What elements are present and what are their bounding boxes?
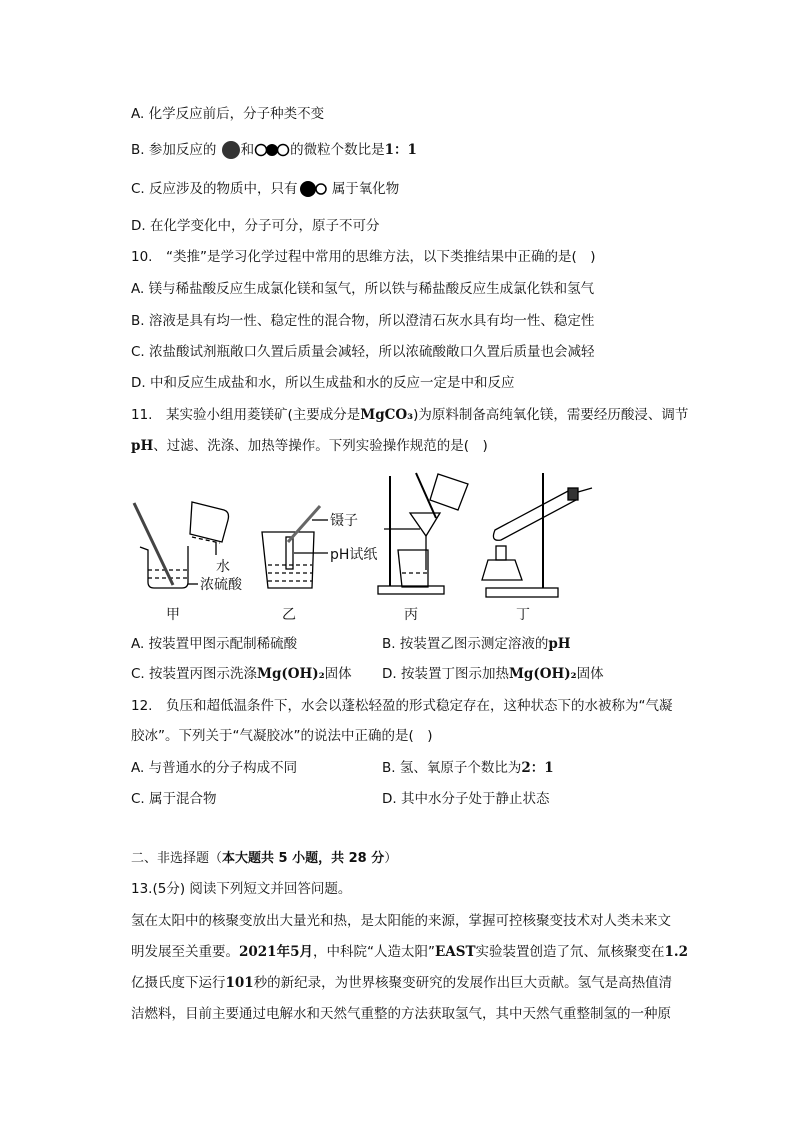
q11-stem-line2 xyxy=(131,437,488,455)
p2-num: 1.2 xyxy=(664,944,689,960)
section-title-pre: 二、非选择题（ xyxy=(131,851,223,866)
q11-stem-pre: 11. 某实验小组用菱镁矿(主要成分是 xyxy=(131,407,361,423)
molecule-dark-icon xyxy=(221,140,241,160)
q12-option-a: A. 与普通水的分子构成不同 xyxy=(131,760,298,776)
p2-date: 2021年5月 xyxy=(239,944,313,960)
q9-option-a: A. 化学反应前后，分子种类不变 xyxy=(131,106,325,122)
p3-post: 秒的新纪录，为世界核聚变研究的发展作出巨大贡献。氢气是高热值清 xyxy=(253,975,673,991)
q11-c-pre: C. 按装置丙图示洗涤 xyxy=(131,666,258,682)
q12-b-ratio: 2：1 xyxy=(521,760,554,776)
q12-option-b xyxy=(382,759,554,777)
q10-option-a: A. 镁与稀盐酸反应生成氯化镁和氢气，所以铁与稀盐酸反应生成氯化铁和氢气 xyxy=(131,281,595,297)
q9-c-pre: C. 反应涉及的物质中，只有 xyxy=(131,181,298,197)
section-2-title xyxy=(131,850,397,868)
p3-num: 101 xyxy=(225,975,254,991)
q9-b-post: 的微粒个数比是 xyxy=(290,142,385,158)
p2-mid: ，中科院“人造太阳” xyxy=(312,944,435,960)
q10-option-c: C. 浓盐酸试剂瓶敞口久置后质量会减轻，所以浓硫酸敞口久置后质量也会减轻 xyxy=(131,344,595,360)
q11-ph: pH xyxy=(131,438,154,454)
q12-option-d: D. 其中水分子处于静止状态 xyxy=(382,791,550,807)
q13-para-line1: 氢在太阳中的核聚变放出大量光和热，是太阳能的来源，掌握可控核聚变技术对人类未来文 xyxy=(131,913,671,929)
q13-para-line2 xyxy=(131,943,688,961)
label-conc-sulfuric-acid: 浓硫酸 xyxy=(200,577,242,593)
label-ph-paper: pH试纸 xyxy=(330,547,378,563)
q9-option-c xyxy=(131,180,399,198)
q11-stem2: 、过滤、洗涤、加热等操作。下列实验操作规范的是( ) xyxy=(153,438,488,454)
label-jia: 甲 xyxy=(166,607,180,623)
label-bing: 丙 xyxy=(404,607,418,623)
label-water: 水 xyxy=(216,559,230,575)
q9-option-d: D. 在化学变化中，分子可分，原子不可分 xyxy=(131,218,380,234)
label-ding: 丁 xyxy=(516,607,530,623)
p3-pre: 亿摄氏度下运行 xyxy=(131,975,226,991)
q9-c-post: 属于氧化物 xyxy=(331,181,400,197)
q10-option-d: D. 中和反应生成盐和水，所以生成盐和水的反应一定是中和反应 xyxy=(131,375,515,391)
q11-stem-post: )为原料制备高纯氧化镁，需要经历酸浸、调节 xyxy=(413,407,689,423)
label-yi: 乙 xyxy=(282,607,296,623)
section-title-bold: 本大题共 5 小题，共 28 分 xyxy=(222,851,385,866)
q11-option-b xyxy=(382,635,571,653)
q12-stem-line1: 12. 负压和超低温条件下，水会以蓬松轻盈的形式稳定存在，这种状态下的水被称为“气凝 xyxy=(131,698,673,714)
q11-option-c xyxy=(131,665,352,683)
p2-pre: 明发展至关重要。 xyxy=(131,944,239,960)
q11-b-ph: pH xyxy=(548,636,571,652)
q10-option-b: B. 溶液是具有均一性、稳定性的混合物，所以澄清石灰水具有均一性、稳定性 xyxy=(131,313,595,329)
molecule-diatomic-icon xyxy=(298,180,328,198)
q10-stem: 10. “类推”是学习化学过程中常用的思维方法，以下类推结果中正确的是( ) xyxy=(131,249,596,265)
q13-para-line3 xyxy=(131,974,672,992)
q11-c-post: 固体 xyxy=(324,666,352,682)
q13-stem: 13.(5分) 阅读下列短文并回答问题。 xyxy=(131,881,352,897)
q9-b-ratio: 1：1 xyxy=(384,142,417,158)
label-tweezers: 镊子 xyxy=(330,513,358,529)
q12-option-c: C. 属于混合物 xyxy=(131,791,217,807)
q9-option-b xyxy=(131,140,417,160)
q12-stem-line2: 胶冰”。下列关于“气凝胶冰”的说法中正确的是( ) xyxy=(131,728,433,744)
filtration-bing xyxy=(378,473,468,594)
q11-stem-line1 xyxy=(131,406,688,424)
p2-post: 实验装置创造了氘、氚核聚变在 xyxy=(475,944,665,960)
q11-formula: MgCO₃ xyxy=(360,407,414,423)
heating-ding xyxy=(482,473,592,597)
section-title-post: ） xyxy=(384,851,398,866)
apparatus-drawing xyxy=(120,470,640,620)
q9-b-mid: 和 xyxy=(240,142,255,158)
q11-option-a: A. 按装置甲图示配制稀硫酸 xyxy=(131,636,298,652)
q11-d-formula: Mg(OH)₂ xyxy=(508,666,577,682)
q11-d-post: 固体 xyxy=(576,666,604,682)
q11-c-formula: Mg(OH)₂ xyxy=(257,666,325,682)
beaker-yi xyxy=(262,506,328,588)
q11-d-pre: D. 按装置丁图示加热 xyxy=(382,666,509,682)
p2-east: EAST xyxy=(434,944,476,960)
q11-b-pre: B. 按装置乙图示测定溶液的 xyxy=(382,636,549,652)
q12-b-pre: B. 氢、氧原子个数比为 xyxy=(382,760,522,776)
molecule-triatomic-icon xyxy=(254,143,290,157)
q13-para-line4: 洁燃料，目前主要通过电解水和天然气重整的方法获取氢气，其中天然气重整制氢的一种原 xyxy=(131,1006,671,1022)
q9-b-pre: B. 参加反应的 xyxy=(131,142,217,158)
q11-option-d xyxy=(382,665,604,683)
apparatus-figure xyxy=(120,470,640,623)
